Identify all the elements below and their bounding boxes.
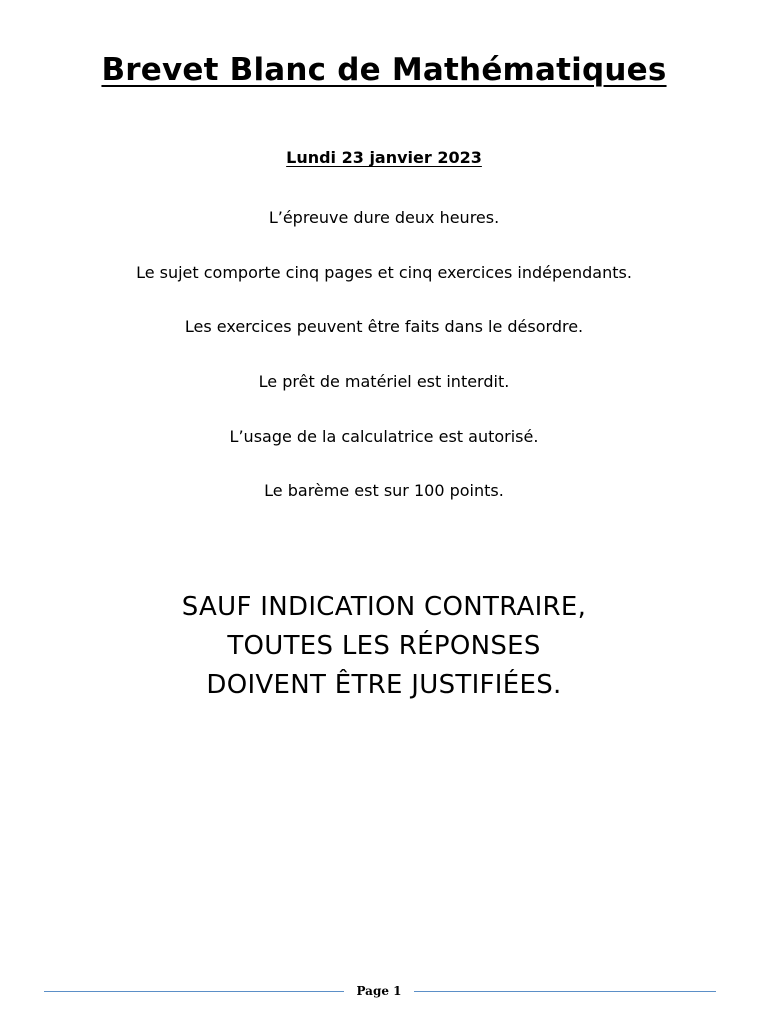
notice-line-2: TOUTES LES RÉPONSES — [227, 631, 541, 661]
notice-line-3: DOIVENT ÊTRE JUSTIFIÉES. — [206, 670, 562, 700]
footer-rule-left — [44, 991, 344, 992]
page-footer — [44, 982, 716, 1000]
instruction-calculator: L’usage de la calculatrice est autorisé. — [229, 427, 539, 446]
exam-date: Lundi 23 janvier 2023 — [286, 148, 482, 167]
instruction-order: Les exercices peuvent être faits dans le désordre. — [184, 317, 584, 336]
document-title: Brevet Blanc de Mathématiques — [101, 52, 667, 88]
notice-line-1: SAUF INDICATION CONTRAIRE, — [181, 592, 587, 622]
instruction-material: Le prêt de matériel est interdit. — [258, 372, 510, 391]
footer-rule-right — [414, 991, 716, 992]
page-number: Page 1 — [356, 984, 402, 998]
justification-notice — [0, 588, 768, 705]
instruction-grading: Le barème est sur 100 points. — [264, 481, 504, 500]
instruction-pages: Le sujet comporte cinq pages et cinq exercices indépendants. — [136, 263, 632, 282]
instruction-duration: L’épreuve dure deux heures. — [268, 208, 500, 227]
